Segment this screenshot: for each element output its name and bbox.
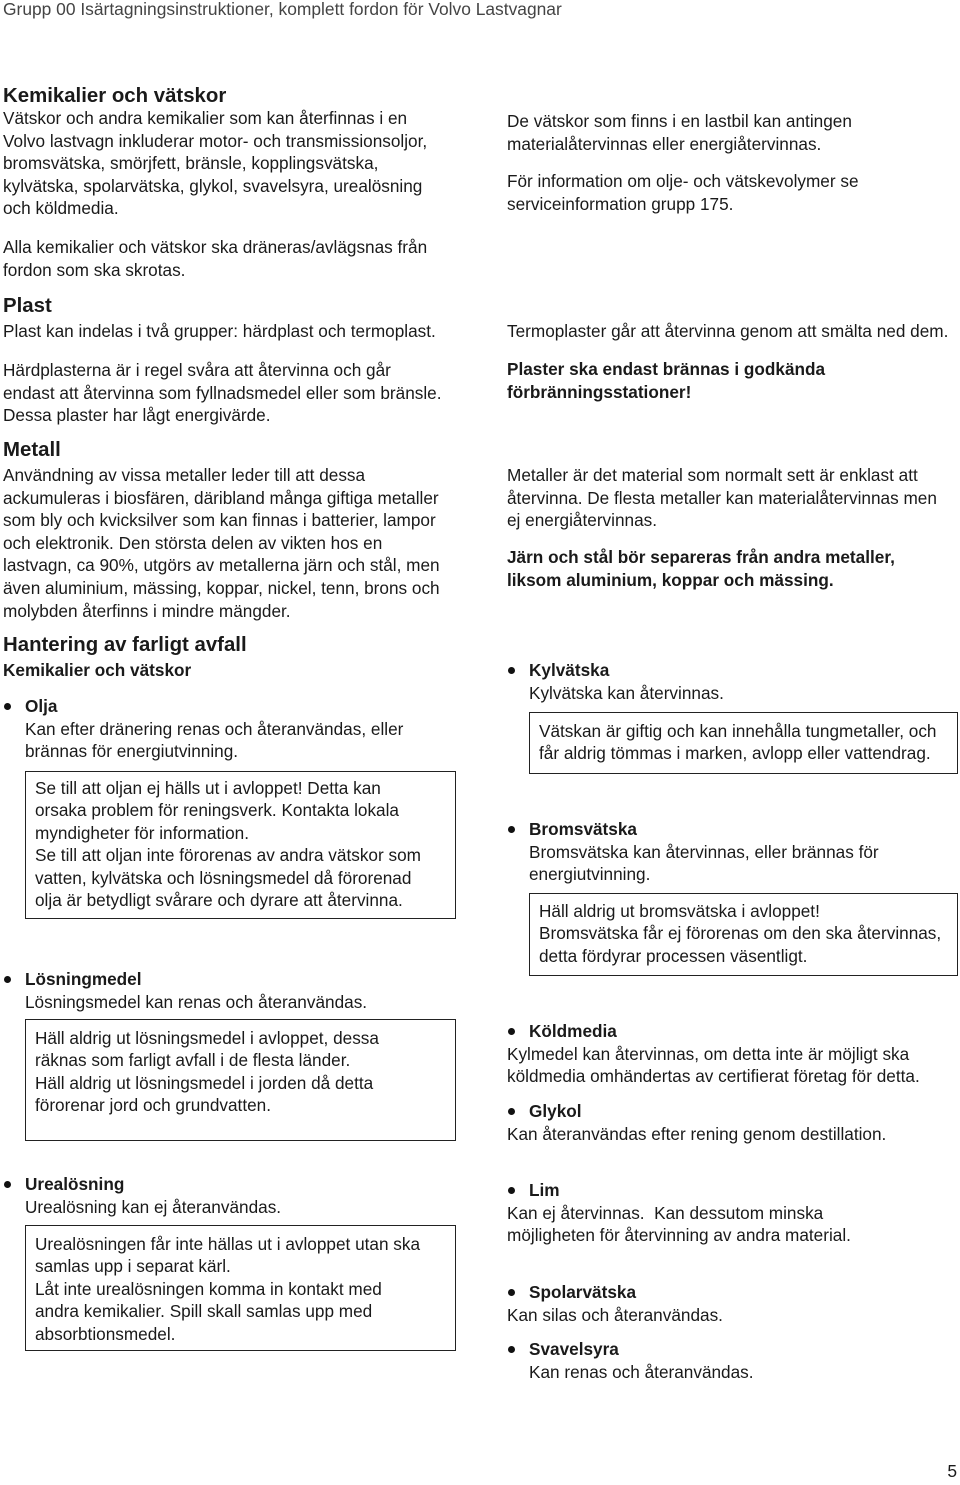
list-item-solvent bbox=[3, 968, 367, 1013]
text-line: Termoplaster går att återvinna genom att smälta ned dem. bbox=[507, 321, 949, 341]
text-line: bromsvätska, smörjfett, bränsle, kopplingsvätska, bbox=[3, 153, 379, 174]
list-item-label: Urealösning bbox=[25, 1174, 125, 1194]
plastic-groups-paragraph bbox=[3, 320, 436, 343]
notice-box-solvent bbox=[25, 1019, 456, 1141]
list-item-label: Olja bbox=[25, 696, 58, 716]
list-item-text bbox=[529, 682, 724, 705]
text-line: orsaka problem för reningsverk. Kontakta lokala bbox=[35, 800, 399, 821]
metal-paragraph bbox=[3, 464, 440, 622]
chemicals-drainage-paragraph bbox=[3, 236, 427, 281]
text-line: serviceinformation grupp 175. bbox=[507, 193, 734, 214]
list-item-brake-fluid bbox=[507, 818, 879, 886]
list-item-label: Bromsvätska bbox=[529, 819, 637, 839]
text-line: De vätskor som finns i en lastbil kan antingen bbox=[507, 111, 852, 131]
section-heading-chemicals: Kemikalier och vätskor bbox=[3, 85, 227, 107]
subheading-chemicals-fluids: Kemikalier och vätskor bbox=[3, 660, 192, 680]
text-line: och elektronik. Den största delen av vikten hos en bbox=[3, 532, 383, 553]
text-line: olja är betydligt svårare och dyrare att återvinna. bbox=[35, 890, 403, 911]
text-line: brännas för energiutvinning. bbox=[25, 741, 239, 762]
text-line: Järn och stål bör separeras från andra metaller, bbox=[507, 547, 895, 567]
text-line: även aluminium, mässing, koppar, nickel, tenn, brons och bbox=[3, 577, 440, 598]
bullet-icon bbox=[508, 1289, 515, 1296]
text-line: fordon som ska skrotas. bbox=[3, 259, 186, 280]
list-item-text bbox=[507, 1304, 723, 1327]
text-line: Metaller är det material som normalt sett är enklast att bbox=[507, 465, 918, 485]
text-line: som bly och kvicksilver som kan finnas i batterier, lampor bbox=[3, 510, 436, 531]
text-line: Alla kemikalier och vätskor ska dräneras/avlägsnas från bbox=[3, 237, 428, 257]
text-line: Se till att oljan inte förorenas av andra vätskor som bbox=[35, 845, 421, 866]
text-line: Härdplasterna är i regel svåra att återvinna och går bbox=[3, 360, 391, 380]
list-item-washer-fluid bbox=[507, 1281, 723, 1326]
list-item-text bbox=[25, 991, 367, 1014]
text-line: ackumuleras i biosfären, däribland många giftiga metaller bbox=[3, 487, 439, 508]
text-line: Användning av vissa metaller leder till att dessa bbox=[3, 465, 366, 485]
text-line: Urealösningen får inte hällas ut i avloppet utan ska bbox=[35, 1233, 421, 1254]
text-line: Bromsvätska får ej förorenas om den ska återvinnas, bbox=[539, 923, 942, 944]
text-line: materialåtervinnas eller energiåtervinnas. bbox=[507, 133, 822, 154]
list-item-refrigerant bbox=[507, 1020, 920, 1088]
text-line: andra kemikalier. Spill skall samlas upp med bbox=[35, 1301, 373, 1322]
list-item-text bbox=[25, 718, 403, 763]
text-line: Kan ej återvinnas. Kan dessutom minska bbox=[507, 1202, 824, 1223]
list-item-label: Kylvätska bbox=[529, 660, 610, 680]
text-line: Bromsvätska kan återvinnas, eller brännas för bbox=[529, 841, 879, 862]
plastic-thermoplastic-paragraph bbox=[507, 320, 948, 343]
list-item-sulfuric-acid bbox=[507, 1338, 754, 1383]
text-line: Vätskan är giftig och kan innehålla tungmetaller, och bbox=[539, 720, 937, 741]
list-item-label: Svavelsyra bbox=[529, 1339, 619, 1359]
list-item-glycol bbox=[507, 1100, 886, 1145]
text-line: Kan efter dränering renas och återanvändas, eller bbox=[25, 718, 404, 739]
text-line: lastvagn, ca 90%, utgörs av metallerna järn och stål, men bbox=[3, 555, 440, 576]
text-line: detta fördyrar processen väsentligt. bbox=[539, 945, 808, 966]
text-line: Låt inte urealösningen komma in kontakt med bbox=[35, 1278, 382, 1299]
text-line: möjligheten för återvinning av andra material. bbox=[507, 1225, 851, 1246]
plastic-warning-paragraph bbox=[507, 358, 825, 403]
bullet-icon bbox=[4, 703, 11, 710]
text-line: Vätskor och andra kemikalier som kan återfinnas i en bbox=[3, 108, 408, 128]
list-item-label: Lim bbox=[529, 1180, 560, 1200]
text-line: kylvätska, spolarvätska, glykol, svavelsyra, urealösning bbox=[3, 175, 423, 196]
text-line: får aldrig tömmas i marken, avlopp eller vattendrag. bbox=[539, 743, 931, 764]
list-item-label: Lösningmedel bbox=[25, 969, 142, 989]
text-line: Häll aldrig ut bromsvätska i avloppet! bbox=[539, 900, 820, 921]
list-item-adhesive bbox=[507, 1179, 851, 1247]
bullet-icon bbox=[508, 1346, 515, 1353]
text-line: Kylvätska kan återvinnas. bbox=[529, 682, 724, 703]
text-line: ej energiåtervinnas. bbox=[507, 510, 658, 531]
text-line: Kan återanvändas efter rening genom destillation. bbox=[507, 1123, 887, 1144]
chemicals-volumes-paragraph bbox=[507, 170, 859, 215]
text-line: räknas som farligt avfall i de flesta länder. bbox=[35, 1050, 351, 1071]
text-line: endast att återvinna som fyllnadsmedel eller som bränsle. bbox=[3, 382, 442, 403]
text-line: Urealösning kan ej återanvändas. bbox=[25, 1196, 282, 1217]
text-line: liksom aluminium, koppar och mässing. bbox=[507, 569, 834, 590]
text-line: Kan silas och återanvändas. bbox=[507, 1304, 723, 1325]
list-item-urea bbox=[3, 1173, 281, 1218]
list-item-text bbox=[25, 1196, 281, 1219]
text-line: Plast kan indelas i två grupper: härdplast och termoplast. bbox=[3, 321, 436, 341]
section-heading-hazardous-waste: Hantering av farligt avfall bbox=[3, 634, 247, 656]
text-line: molybden återfinns i mindre mängder. bbox=[3, 600, 291, 621]
section-heading-metal: Metall bbox=[3, 439, 61, 461]
text-line: Kan renas och återanvändas. bbox=[529, 1361, 754, 1382]
list-item-coolant bbox=[507, 659, 724, 704]
text-line: För information om olje- och vätskevolymer se bbox=[507, 171, 859, 191]
text-line: samlas upp i separat kärl. bbox=[35, 1256, 231, 1277]
bullet-icon bbox=[508, 826, 515, 833]
bullet-icon bbox=[508, 1108, 515, 1115]
list-item-text bbox=[529, 841, 879, 886]
list-item-text bbox=[507, 1123, 886, 1146]
page-number: 5 bbox=[947, 1461, 957, 1481]
text-line: absorbtionsmedel. bbox=[35, 1323, 176, 1344]
metal-recycling-paragraph bbox=[507, 464, 937, 532]
list-item-oil bbox=[3, 695, 403, 763]
bullet-icon bbox=[508, 1028, 515, 1035]
text-line: Kylmedel kan återvinnas, om detta inte är möjligt ska bbox=[507, 1043, 910, 1064]
text-line: vatten, kylvätska och lösningsmedel då förorenad bbox=[35, 867, 412, 888]
text-line: Plaster ska endast brännas i godkända bbox=[507, 359, 826, 379]
text-line: Dessa plaster har lågt energivärde. bbox=[3, 405, 271, 426]
chemicals-recycling-paragraph bbox=[507, 110, 852, 155]
list-item-text bbox=[507, 1043, 920, 1088]
text-line: Häll aldrig ut lösningsmedel i avloppet, dessa bbox=[35, 1027, 379, 1048]
list-item-label: Glykol bbox=[529, 1101, 582, 1121]
list-item-text bbox=[507, 1202, 851, 1247]
text-line: köldmedia omhändertas av certifierat företag för detta. bbox=[507, 1066, 920, 1087]
page-header-title: Grupp 00 Isärtagningsinstruktioner, komplett fordon för Volvo Lastvagnar bbox=[3, 0, 562, 19]
notice-box-brake-fluid bbox=[529, 893, 958, 976]
notice-box-urea bbox=[25, 1225, 456, 1351]
metal-separation-paragraph bbox=[507, 546, 895, 591]
text-line: och köldmedia. bbox=[3, 198, 119, 219]
text-line: förbränningsstationer! bbox=[507, 381, 692, 402]
bullet-icon bbox=[508, 1187, 515, 1194]
chemicals-intro-paragraph bbox=[3, 107, 427, 220]
notice-box-coolant bbox=[529, 712, 958, 774]
bullet-icon bbox=[508, 667, 515, 674]
text-line: förorenar jord och grundvatten. bbox=[35, 1095, 271, 1116]
list-item-text bbox=[529, 1361, 754, 1384]
bullet-icon bbox=[4, 1181, 11, 1188]
notice-box-oil bbox=[25, 771, 456, 919]
text-line: myndigheter för information. bbox=[35, 822, 249, 843]
bullet-icon bbox=[4, 976, 11, 983]
list-item-label: Köldmedia bbox=[529, 1021, 617, 1041]
text-line: återvinna. De flesta metaller kan materialåtervinnas men bbox=[507, 487, 937, 508]
section-heading-plastic: Plast bbox=[3, 295, 52, 317]
text-line: Se till att oljan ej hälls ut i avloppet! Detta kan bbox=[35, 777, 381, 798]
text-line: Häll aldrig ut lösningsmedel i jorden då detta bbox=[35, 1072, 374, 1093]
text-line: energiutvinning. bbox=[529, 864, 651, 885]
text-line: Volvo lastvagn inkluderar motor- och transmissionsoljor, bbox=[3, 130, 428, 151]
plastic-thermoset-paragraph bbox=[3, 359, 442, 427]
list-item-label: Spolarvätska bbox=[529, 1282, 637, 1302]
text-line: Lösningsmedel kan renas och återanvändas. bbox=[25, 991, 368, 1012]
